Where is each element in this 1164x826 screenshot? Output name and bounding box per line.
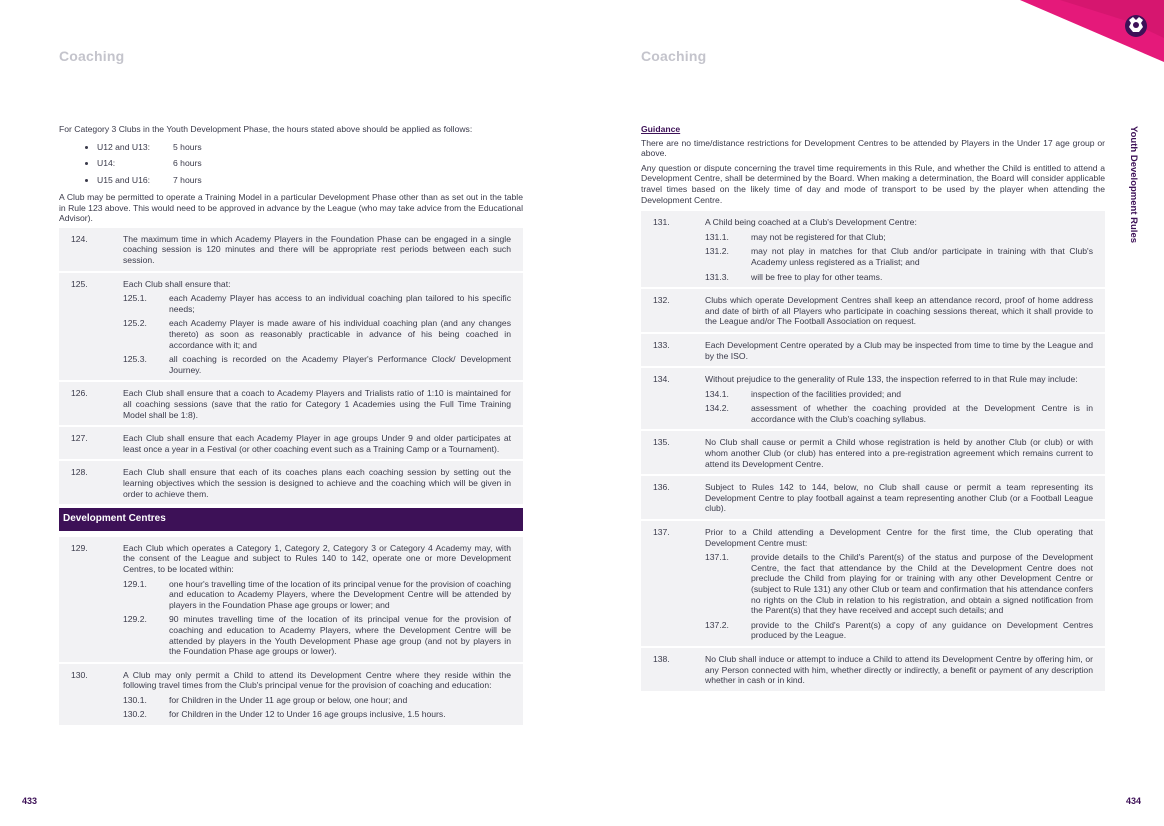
rule-text: Each Development Centre operated by a Club may be inspected from time to time by the League and by the ISO. (705, 339, 1093, 361)
rule-text: Each Club shall ensure that each of its coaches plans each coaching session by setting out the learning objectives which the session is designed to achieve and the coaching which will be given in order to achieve them. (123, 467, 511, 499)
rule-text: A Child being coached at a Club's Development Centre: (705, 217, 917, 228)
left-content (59, 124, 523, 727)
note-paragraph: A Club may be permitted to operate a Training Model in a particular Development Phase other than as set out in the table in Rule 123 above. This would need to be approved in advance by the League (who may take advice from the Educational Advisor). (59, 192, 523, 224)
sub-rule-text: each Academy Player is made aware of his individual coaching plan (and any changes thereto) as soon as reasonably practicable in advance of his being coached in accordance with it; and (169, 318, 511, 350)
bullet-value: 7 hours (173, 174, 202, 185)
rule-body (705, 527, 1093, 641)
rule-number: 136. (653, 482, 670, 493)
intro-paragraph: For Category 3 Clubs in the Youth Development Phase, the hours stated above should be applied as follows: (59, 124, 473, 134)
sub-rule-number: 129.1. (123, 578, 147, 589)
bullet-value: 5 hours (173, 141, 202, 152)
section-band-title: Development Centres (59, 508, 523, 531)
rule-body (705, 217, 1093, 282)
side-running-title (1125, 126, 1145, 256)
rule-item (641, 648, 1105, 691)
rule-number: 129. (71, 542, 88, 553)
rule-text: No Club shall induce or attempt to induce a Child to attend its Development Centre by offering him, or any Person connected with him, whether directly or indirectly, a benefit or payment of any description whether in cash or in kind. (705, 653, 1093, 686)
sub-rule-number: 125.2. (123, 318, 147, 329)
sub-rule-text: may not be registered for that Club; (751, 231, 886, 242)
rule-number: 126. (71, 388, 88, 399)
rule-item (641, 289, 1105, 332)
rule-item (59, 461, 523, 504)
sub-rule-text: inspection of the facilities provided; and (751, 388, 902, 399)
rule-number: 132. (653, 295, 670, 306)
guidance-heading: Guidance (641, 124, 681, 134)
rule-text: Each Club which operates a Category 1, Category 2, Category 3 or Category 4 Academy may, with the consent of the League and subject to Rules 140 to 142, operate one or more Development Centres, to be located within: (123, 542, 511, 574)
rule-item (641, 368, 1105, 429)
rule-number: 133. (653, 339, 670, 350)
sub-rule-text: provide to the Child's Parent(s) a copy of any guidance on Development Centres produced by the League. (751, 619, 1093, 641)
list-item (97, 139, 523, 156)
rule-text: Each Club shall ensure that a coach to Academy Players and Trialists ratio of 1:10 is maintained for all coaching sessions (save that the ratio for Category 1 Academies using the Full Time Training Model shall be 1:8). (123, 388, 511, 420)
rule-body (123, 433, 511, 454)
side-title-text: Youth Development Rules (1128, 126, 1139, 244)
sub-rule-item (123, 293, 511, 314)
rule-number: 130. (71, 669, 88, 680)
page-number: 434 (1126, 796, 1142, 806)
sub-rule-item (705, 246, 1093, 267)
rule-item (59, 537, 523, 662)
sub-rule-item (705, 389, 1093, 400)
rule-number: 138. (653, 653, 670, 664)
list-item (97, 155, 523, 172)
guidance-paragraph: There are no time/distance restrictions for Development Centres to be attended by Players in the Under 17 age group or above. (641, 137, 1105, 159)
rule-text: Each Club shall ensure that each Academy Player in age groups Under 9 and older participates at least once a year in a Festival (or other coaching event such as a Training Camp or a Tournament). (123, 433, 511, 454)
sub-rule-number: 137.1. (705, 552, 729, 563)
sub-rule-item (705, 232, 1093, 243)
sub-rule-item (123, 709, 511, 720)
rule-text: The maximum time in which Academy Players in the Foundation Phase can be engaged in a single coaching session is 120 minutes and there will be appropriate rest periods between each such session. (123, 233, 511, 266)
bullet-label: U14: (97, 158, 116, 169)
rule-item (641, 334, 1105, 366)
sub-rule-text: provide details to the Child's Parent(s) of the status and purpose of the Development Centre, the fact that attendance by the Child at the Development Centre does not preclude the Child from playing for or training with any other Development Centre or (subject to Rule 131) any other Club or team and confirmation that his attendance confers no rights on the Club in relation to his registration, and obtain a signed notification from the Parent(s) that they have received and accept such details; and (751, 552, 1093, 616)
rule-body (705, 295, 1093, 327)
rule-body (705, 374, 1093, 424)
rules-list (59, 228, 523, 504)
sub-rule-text: will be free to play for other teams. (751, 271, 883, 282)
sub-rule-item (705, 272, 1093, 283)
sub-rule-number: 131.2. (705, 246, 729, 257)
sub-rule-text: may not play in matches for that Club and/or participate in training with that Club's Academy unless registered as a Trialist; and (751, 246, 1093, 267)
corner-brand-graphic (1020, 0, 1164, 70)
rule-body (123, 543, 511, 657)
sub-rule-number: 131.1. (705, 231, 729, 242)
rule-body (705, 340, 1093, 361)
rule-item (641, 521, 1105, 646)
rule-number: 131. (653, 217, 670, 228)
rule-body (123, 467, 511, 499)
rule-number: 128. (71, 467, 88, 478)
rule-item (641, 211, 1105, 287)
sub-rule-number: 131.3. (705, 271, 729, 282)
sub-rule-item (123, 695, 511, 706)
rule-text: No Club shall cause or permit a Child whose registration is held by another Club (or club) or with whom another Club (or club) has entered into a pre-registration agreement which remains current to attend its Development Centre. (705, 437, 1093, 469)
sub-rule-number: 130.1. (123, 694, 147, 705)
page-number: 433 (22, 796, 38, 806)
lion-crest-icon (1125, 15, 1147, 37)
rule-body (123, 279, 511, 376)
rule-body (123, 234, 511, 266)
rule-text: Prior to a Child attending a Development Centre for the first time, the Club operating that Development Centre must: (705, 527, 1093, 548)
sub-rule-text: one hour's travelling time of the location of its principal venue for the provision of coaching and education to Academy Players, where the Development Centre will be attended by players in the Foundation Phase age groups or lower; and (169, 578, 511, 610)
page-section-title: Coaching (641, 48, 707, 64)
rule-item (59, 382, 523, 425)
sub-rule-item (123, 354, 511, 375)
rules-list (59, 537, 523, 725)
rule-number: 127. (71, 433, 88, 444)
bullet-label: U15 and U16: (97, 174, 151, 185)
sub-rule-number: 134.1. (705, 388, 729, 399)
sub-rule-item (705, 403, 1093, 424)
sub-rule-number: 137.2. (705, 619, 729, 630)
rule-item (59, 228, 523, 271)
sub-rule-item (123, 318, 511, 350)
rule-item (641, 476, 1105, 519)
sub-rule-number: 125.1. (123, 293, 147, 304)
sub-rule-item (705, 552, 1093, 616)
sub-rule-item (123, 579, 511, 611)
page-section-title: Coaching (59, 48, 125, 64)
sub-rule-item (123, 614, 511, 656)
rule-item (641, 431, 1105, 474)
bullet-value: 6 hours (173, 158, 202, 169)
rule-number: 125. (71, 278, 88, 289)
sub-rule-item (705, 620, 1093, 641)
sub-rule-text: for Children in the Under 11 age group or below, one hour; and (169, 694, 408, 705)
rule-number: 134. (653, 374, 670, 385)
hours-list (59, 139, 523, 189)
rule-number: 137. (653, 527, 670, 538)
sub-rule-number: 134.2. (705, 403, 729, 414)
bullet-label: U12 and U13: (97, 141, 151, 152)
sub-rule-text: each Academy Player has access to an individual coaching plan tailored to his specific needs; (169, 293, 511, 314)
rule-body (705, 654, 1093, 686)
sub-rule-number: 129.2. (123, 614, 147, 625)
rule-text: A Club may only permit a Child to attend its Development Centre where they reside within the following travel times from the Club's principal venue for the provision of coaching and education: (123, 669, 511, 691)
rule-number: 135. (653, 437, 670, 448)
guidance-paragraph: Any question or dispute concerning the travel time requirements in this Rule, and whether the Child is entitled to attend a Development Centre, shall be determined by the Board. When making a determination, the Board will consider applicable travel times based on the likely time of day and mode of transport to be used by the player when attending the Development Centre. (641, 162, 1105, 205)
sub-rule-text: all coaching is recorded on the Academy Player's Performance Clock/ Development Journey. (169, 354, 511, 375)
rule-item (59, 664, 523, 725)
rules-list (641, 211, 1105, 691)
sub-rule-number: 130.2. (123, 709, 147, 720)
rule-text: Subject to Rules 142 to 144, below, no Club shall cause or permit a team representing its Development Centre to play football against a team representing another Club (or a Football League club). (705, 482, 1093, 514)
sub-rule-text: for Children in the Under 12 to Under 16 age groups inclusive, 1.5 hours. (169, 709, 446, 720)
right-content (641, 124, 1105, 693)
rule-number: 124. (71, 233, 88, 244)
rule-body (705, 437, 1093, 469)
rule-item (59, 427, 523, 459)
sub-rule-text: 90 minutes travelling time of the location of its principal venue for the provision of coaching and education to Academy Players, where the Development Centre will be attended by players in the Youth Development Phase age group (and not by players in the Foundation Phase age groups or lower). (169, 614, 511, 657)
right-page (582, 0, 1164, 826)
rule-body (123, 388, 511, 420)
rule-item (59, 273, 523, 381)
sub-rule-number: 125.3. (123, 354, 147, 365)
rule-body (123, 670, 511, 720)
rule-text: Without prejudice to the generality of Rule 133, the inspection referred to in that Rule may include: (705, 374, 1078, 385)
sub-rule-text: assessment of whether the coaching provided at the Development Centre is in accordance with the Club's coaching syllabus. (751, 403, 1093, 424)
rule-body (705, 482, 1093, 514)
rule-text: Each Club shall ensure that: (123, 278, 231, 289)
list-item (97, 172, 523, 189)
rule-text: Clubs which operate Development Centres shall keep an attendance record, proof of home address and date of birth of all Players who participate in coaching sessions thereat, which it shall provide to the League and/or The Football Association on request. (705, 295, 1093, 327)
